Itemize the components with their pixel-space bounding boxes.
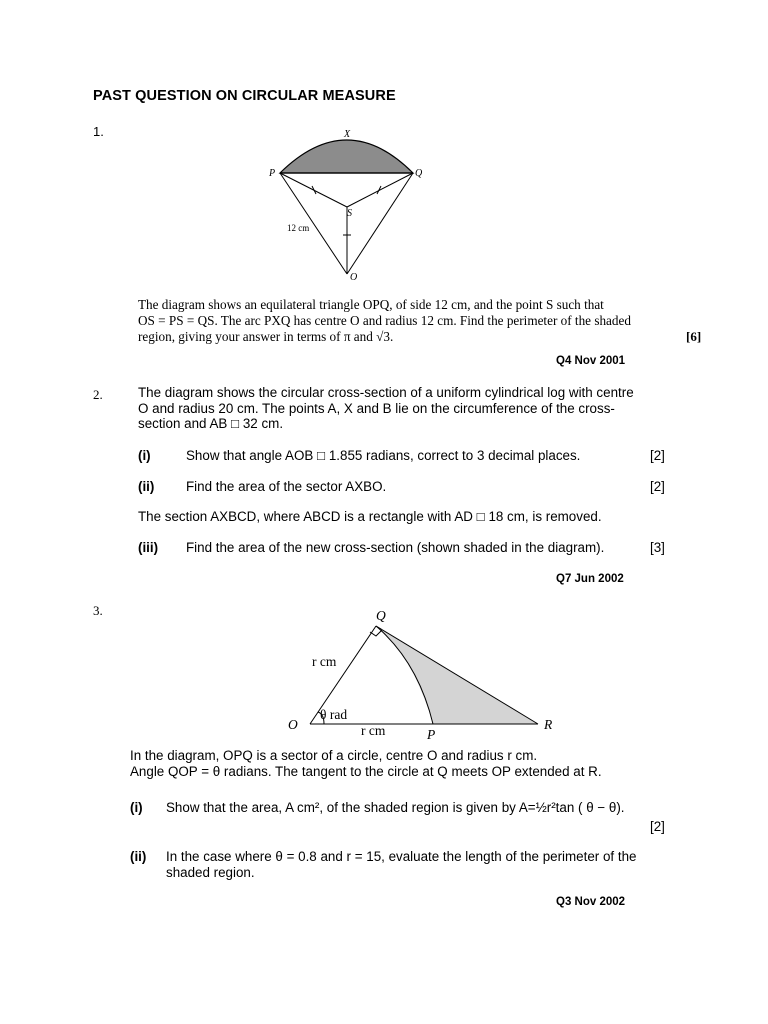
- question-3-intro-line-1: In the diagram, OPQ is a sector of a circle, centre O and radius r cm.: [130, 748, 538, 763]
- label-s: S: [347, 208, 352, 219]
- page-title: PAST QUESTION ON CIRCULAR MEASURE: [93, 88, 396, 104]
- question-2-part-2-number: (ii): [138, 479, 155, 494]
- label-p: P: [269, 168, 276, 179]
- question-1-marks: [6]: [686, 329, 702, 344]
- question-2-intro-line-2: O and radius 20 cm. The points A, X and B lie on the circumference of the cross-: [138, 401, 615, 416]
- question-3-diagram: [280, 602, 570, 742]
- question-3-part-2-text-line-2: shaded region.: [166, 865, 255, 880]
- question-1-reference: Q4 Nov 2001: [556, 355, 626, 367]
- question-2-intro-line-3: section and AB □ 32 cm.: [138, 416, 284, 431]
- question-3-part-2-text-line-1: In the case where θ = 0.8 and r = 15, evaluate the length of the perimeter of the: [166, 849, 637, 864]
- question-3-intro-line-2: Angle QOP = θ radians. The tangent to the circle at Q meets OP extended at R.: [130, 764, 602, 779]
- label-12cm: 12 cm: [287, 223, 310, 233]
- question-2-part-3-marks: [3]: [650, 540, 665, 555]
- question-2-reference: Q7 Jun 2002: [556, 573, 624, 585]
- question-2-middle-text: The section AXBCD, where ABCD is a rectangle with AD □ 18 cm, is removed.: [138, 509, 602, 524]
- question-3-reference: Q3 Nov 2002: [556, 896, 626, 908]
- question-2-part-1-marks: [2]: [650, 448, 665, 463]
- label-r: R: [544, 717, 553, 732]
- label-q: Q: [415, 168, 423, 179]
- question-1-text-line-3: region, giving your answer in terms of π and √3.: [138, 329, 394, 344]
- question-2-part-3-text: Find the area of the new cross-section (shown shaded in the diagram).: [186, 540, 605, 555]
- question-2-intro-line-1: The diagram shows the circular cross-section of a uniform cylindrical log with centre: [138, 385, 634, 400]
- question-3-number: 3.: [93, 603, 103, 618]
- question-2-number: 2.: [93, 387, 103, 402]
- question-3-part-1-marks: [2]: [650, 819, 665, 834]
- question-1-number: 1.: [93, 124, 104, 139]
- question-3-part-1-text: Show that the area, A cm², of the shaded region is given by A=½r²tan ( θ − θ).: [166, 800, 625, 815]
- segment-qs: [347, 173, 413, 207]
- label-o: O: [350, 272, 358, 283]
- question-1-text-line-1: The diagram shows an equilateral triangle OPQ, of side 12 cm, and the point S such that: [138, 297, 604, 312]
- shaded-region: [280, 140, 413, 173]
- label-q: Q: [376, 608, 386, 623]
- question-3-part-2-number: (ii): [130, 849, 147, 864]
- question-1-diagram: [265, 122, 435, 292]
- question-2-part-1-text: Show that angle AOB □ 1.855 radians, correct to 3 decimal places.: [186, 448, 581, 463]
- question-3-part-1-number: (i): [130, 800, 143, 815]
- question-2-part-2-marks: [2]: [650, 479, 665, 494]
- question-2-part-1-number: (i): [138, 448, 151, 463]
- right-angle-mark: [370, 630, 382, 636]
- label-r-cm-base: r cm: [361, 723, 386, 738]
- label-x: X: [344, 129, 351, 140]
- label-theta: θ rad: [320, 707, 348, 722]
- label-r-cm-side: r cm: [312, 654, 337, 669]
- label-o: O: [288, 717, 298, 732]
- question-2-part-2-text: Find the area of the sector AXBO.: [186, 479, 387, 494]
- question-1-text-line-2: OS = PS = QS. The arc PXQ has centre O and radius 12 cm. Find the perimeter of the shaded: [138, 313, 631, 328]
- label-p: P: [427, 727, 436, 742]
- question-2-part-3-number: (iii): [138, 540, 159, 555]
